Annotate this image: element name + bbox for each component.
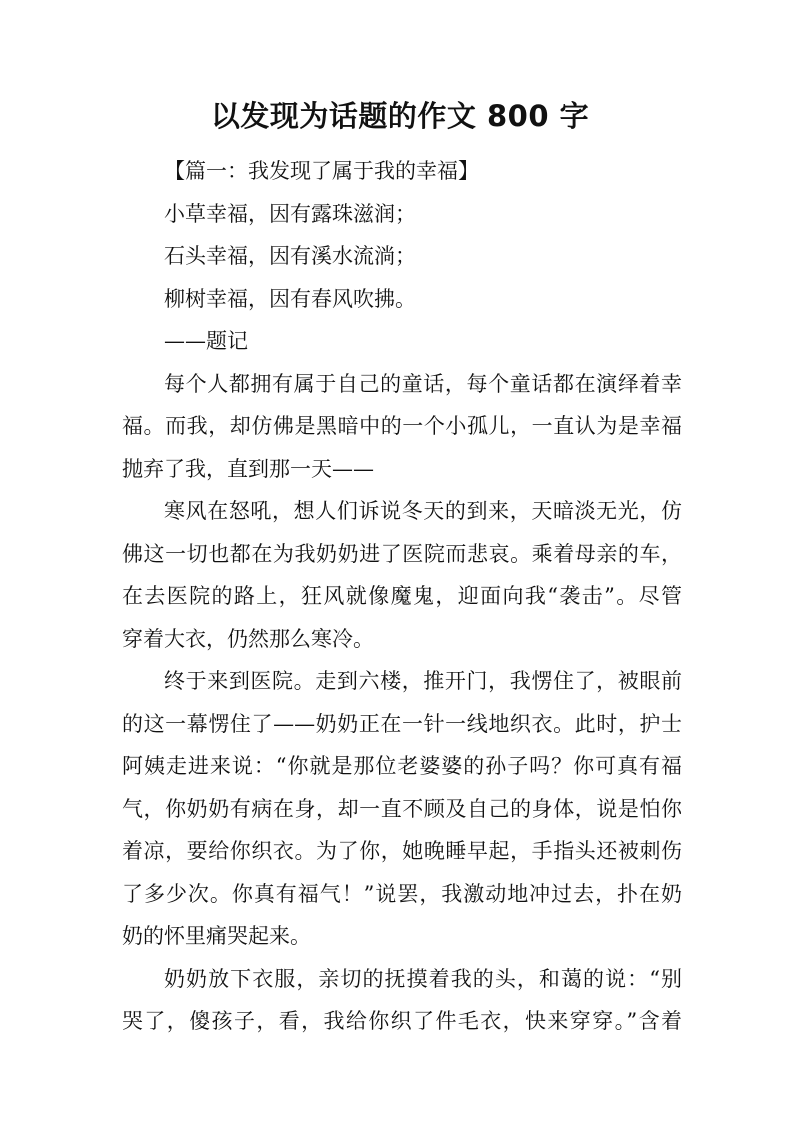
poem-heading: 【篇一：我发现了属于我的幸福】 — [164, 159, 479, 183]
poem-inscription: ——题记 — [164, 329, 248, 353]
paragraph-line: 的这一幕愣住了——奶奶正在一针一线地织衣。此时，护士 — [122, 711, 682, 736]
paragraph-line: 福。而我，却仿佛是黑暗中的一个小孤儿，一直认为是幸福 — [122, 414, 682, 438]
document-title: 以发现为话题的作文 800 字 — [210, 99, 590, 133]
poem-line: 柳树幸福，因有春风吹拂。 — [164, 286, 416, 311]
document-body — [122, 150, 682, 1043]
paragraph-3 — [122, 660, 682, 958]
paragraph-line: 着凉，要给你织衣。为了你，她晚睡早起，手指头还被刺伤 — [122, 839, 682, 863]
paragraph-1 — [122, 363, 682, 491]
paragraph-line: 奶的怀里痛哭起来。 — [122, 924, 311, 948]
paragraph-line: 穿着大衣，仍然那么寒冷。 — [122, 626, 374, 651]
poem-line: 小草幸福，因有露珠滋润； — [164, 201, 416, 226]
paragraph-2 — [122, 490, 682, 660]
poem-block — [122, 150, 682, 363]
paragraph-line: 哭了，傻孩子，看，我给你织了件毛衣，快来穿穿。”含着 — [122, 1009, 682, 1033]
paragraph-4 — [122, 958, 682, 1043]
paragraph-line: 寒风在怒吼，想人们诉说冬天的到来，天暗淡无光，仿 — [164, 499, 682, 523]
paragraph-line: 在去医院的路上，狂风就像魔鬼，迎面向我“袭击”。尽管 — [122, 584, 682, 608]
paragraph-line: 抛弃了我，直到那一天—— — [122, 456, 374, 481]
paragraph-line: 终于来到医院。走到六楼，推开门，我愣住了，被眼前 — [164, 669, 682, 693]
paragraph-line: 奶奶放下衣服，亲切的抚摸着我的头，和蔼的说：“别 — [164, 966, 682, 991]
paragraph-line: 气，你奶奶有病在身，却一直不顾及自己的身体，说是怕你 — [122, 796, 682, 821]
poem-line: 石头幸福，因有溪水流淌； — [164, 244, 416, 268]
paragraph-line: 了多少次。你真有福气！”说罢，我激动地冲过去，扑在奶 — [122, 881, 682, 906]
paragraph-line: 每个人都拥有属于自己的童话，每个童话都在演绎着幸 — [164, 371, 682, 396]
paragraph-line: 阿姨走进来说：“你就是那位老婆婆的孙子吗？你可真有福 — [122, 754, 682, 778]
paragraph-line: 佛这一切也都在为我奶奶进了医院而悲哀。乘着母亲的车， — [122, 541, 682, 566]
